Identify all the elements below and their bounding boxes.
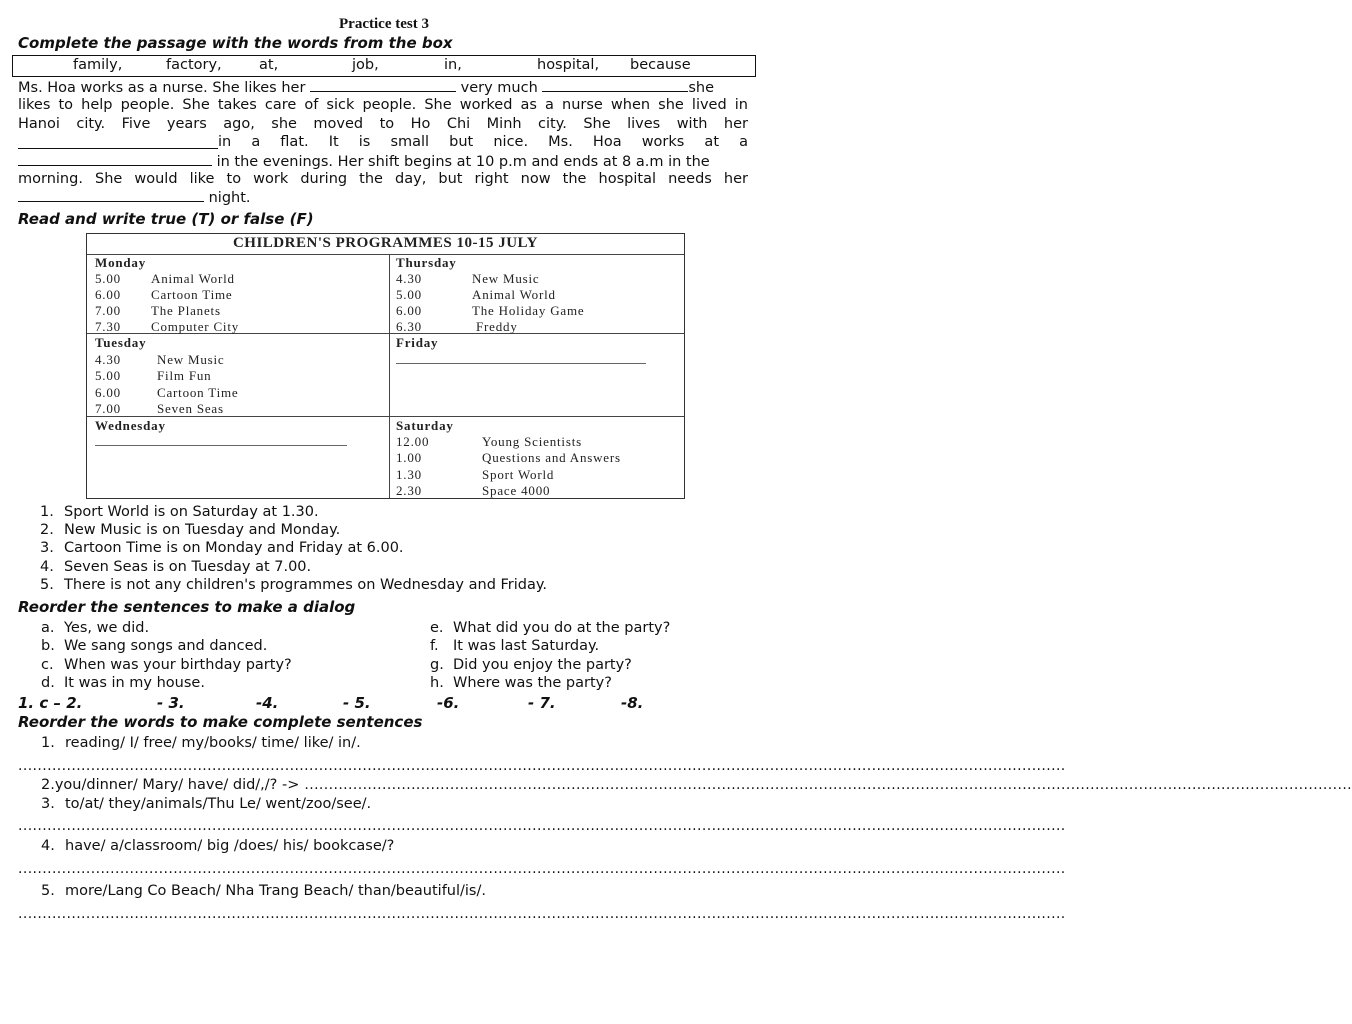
programme-slot: 2.30 Space 4000 (396, 483, 551, 498)
passage-line (18, 188, 748, 206)
programme-slot: 5.00 Animal World (396, 287, 556, 302)
answer-dotted-line[interactable]: ........................................................................................................................................................................................................................ (18, 758, 1066, 774)
programme-slot: 5.00 Animal World (95, 271, 235, 286)
timetable-title: CHILDREN'S PROGRAMMES 10-15 JULY (232, 235, 539, 251)
passage-line (18, 152, 748, 170)
statement-item: 4. Seven Seas is on Tuesday at 7.00. (40, 558, 312, 575)
answer-slot[interactable]: -4. (256, 694, 279, 712)
programme-slot: 5.00 Film Fun (95, 368, 212, 383)
word-box (12, 55, 756, 77)
answer-slot[interactable]: - 3. (157, 694, 185, 712)
dialog-sentence: g. Did you enjoy the party? (430, 656, 632, 673)
reorder-item: 4. have/ a/classroom/ big /does/ his/ bookcase/? (41, 838, 395, 854)
programme-slot: 6.00 The Holiday Game (396, 303, 585, 318)
day-wednesday: Wednesday (95, 418, 166, 433)
answer-dotted-line[interactable]: ........................................................................................................................................................................................................................ (18, 906, 1066, 922)
dialog-sentence: b. We sang songs and danced. (41, 638, 268, 655)
passage-text: very much (460, 80, 538, 96)
section4-heading: Reorder the words to make complete sentences (18, 713, 423, 731)
passage-line: morning. She would like to work during the day, but right now the hospital needs her (18, 170, 748, 187)
programme-slot: 12.00 Young Scientists (396, 434, 582, 449)
day-friday: Friday (396, 335, 439, 350)
answer-slot[interactable]: - 7. (528, 694, 556, 712)
word-box-item: in, (444, 57, 462, 73)
empty-schedule-line (396, 363, 646, 364)
blank-line[interactable] (542, 78, 688, 92)
dialog-sentences-right (430, 619, 670, 692)
word-box-item: family, (73, 57, 123, 73)
passage-text: Ms. Hoa works as a nurse. She likes her (18, 80, 306, 96)
statement-item: 3. Cartoon Time is on Monday and Friday at 6.00. (40, 540, 404, 557)
programme-slot: 6.00 Cartoon Time (95, 385, 239, 400)
programme-slot: 4.30 New Music (95, 352, 225, 367)
dialog-sentence: f. It was last Saturday. (430, 638, 600, 655)
answer-dotted-line[interactable]: ........................................................................................................................................................................................................................ (18, 818, 1066, 834)
true-false-statements (40, 503, 547, 594)
empty-schedule-line (95, 445, 347, 446)
day-monday: Monday (95, 255, 147, 270)
timetable-divider (389, 254, 390, 498)
day-saturday: Saturday (396, 418, 454, 433)
passage-text: in the evenings. Her shift begins at 10 p.m and ends at 8 a.m in the (216, 153, 710, 170)
word-box-item: because (630, 57, 691, 73)
section3-heading: Reorder the sentences to make a dialog (18, 598, 356, 616)
programme-slot: 4.30 New Music (396, 271, 540, 286)
reorder-item: 5. more/Lang Co Beach/ Nha Trang Beach/ than/beautiful/is/. (41, 883, 486, 899)
statement-item: 5. There is not any children's programmes on Wednesday and Friday. (40, 576, 547, 593)
passage-text: she (688, 80, 715, 96)
answer-slot[interactable]: - 5. (343, 694, 371, 712)
answer-dotted-line[interactable]: ........................................................................................................................................................................................................................ (304, 777, 1352, 793)
dialog-sentence: d. It was in my house. (41, 674, 205, 691)
programme-slot: 7.00 Seven Seas (95, 401, 224, 416)
programme-slot: 1.00 Questions and Answers (396, 450, 621, 465)
blank-line[interactable] (18, 188, 204, 202)
passage-line (18, 133, 748, 151)
reorder-item: 3. to/at/ they/animals/Thu Le/ went/zoo/see/. (41, 796, 372, 812)
reorder-item: 1. reading/ I/ free/ my/books/ time/ like/ in/. (41, 735, 361, 751)
passage-text: night. (208, 190, 251, 207)
answer-dotted-line[interactable]: ........................................................................................................................................................................................................................ (18, 861, 1066, 877)
passage-line: Hanoi city. Five years ago, she moved to Ho Chi Minh city. She lives with her (18, 115, 748, 132)
word-box-item: job, (352, 57, 379, 73)
dialog-sentence: h. Where was the party? (430, 674, 612, 691)
blank-line[interactable] (18, 152, 212, 166)
reorder-item: 2. you/dinner/ Mary/ have/ did/,/? -> ........................................................................................................................................................................................................................ (41, 777, 1352, 793)
passage-line (18, 78, 748, 96)
passage-line: likes to help people. She takes care of sick people. She worked as a nurse when she lived in (18, 97, 748, 114)
timetable-divider (87, 254, 684, 255)
statement-item: 1. Sport World is on Saturday at 1.30. (40, 504, 319, 520)
blank-line[interactable] (310, 78, 456, 92)
programme-slot: 7.30 Computer City (95, 319, 240, 334)
passage (18, 78, 748, 207)
day-thursday: Thursday (396, 255, 457, 270)
programme-slot: 6.30 Freddy (396, 319, 518, 334)
section1-heading: Complete the passage with the words from the box (18, 34, 453, 52)
dialog-sentences-left (41, 619, 292, 692)
answer-slot[interactable]: -6. (437, 694, 460, 712)
word-box-item: hospital, (537, 57, 600, 73)
section2-heading: Read and write true (T) or false (F) (18, 210, 314, 228)
programme-slot: 1.30 Sport World (396, 467, 555, 482)
programme-timetable (86, 233, 685, 499)
statement-item: 2. New Music is on Tuesday and Monday. (40, 522, 341, 539)
programme-slot: 6.00 Cartoon Time (95, 287, 233, 302)
answer-slot[interactable]: 1. c – 2. (18, 694, 83, 712)
dialog-sentence: e. What did you do at the party? (430, 620, 671, 636)
answer-slot[interactable]: -8. (621, 694, 644, 712)
dialog-sentence: a. Yes, we did. (41, 620, 150, 636)
page-title: Practice test 3 (339, 16, 429, 32)
word-box-item: at, (259, 57, 279, 73)
passage-text: in a flat. It is small but nice. Ms. Hoa works at a (218, 134, 748, 151)
programme-slot: 7.00 The Planets (95, 303, 221, 318)
word-box-item: factory, (166, 57, 222, 73)
dialog-sentence: c. When was your birthday party? (41, 656, 292, 673)
blank-line[interactable] (18, 135, 218, 149)
day-tuesday: Tuesday (95, 335, 147, 350)
